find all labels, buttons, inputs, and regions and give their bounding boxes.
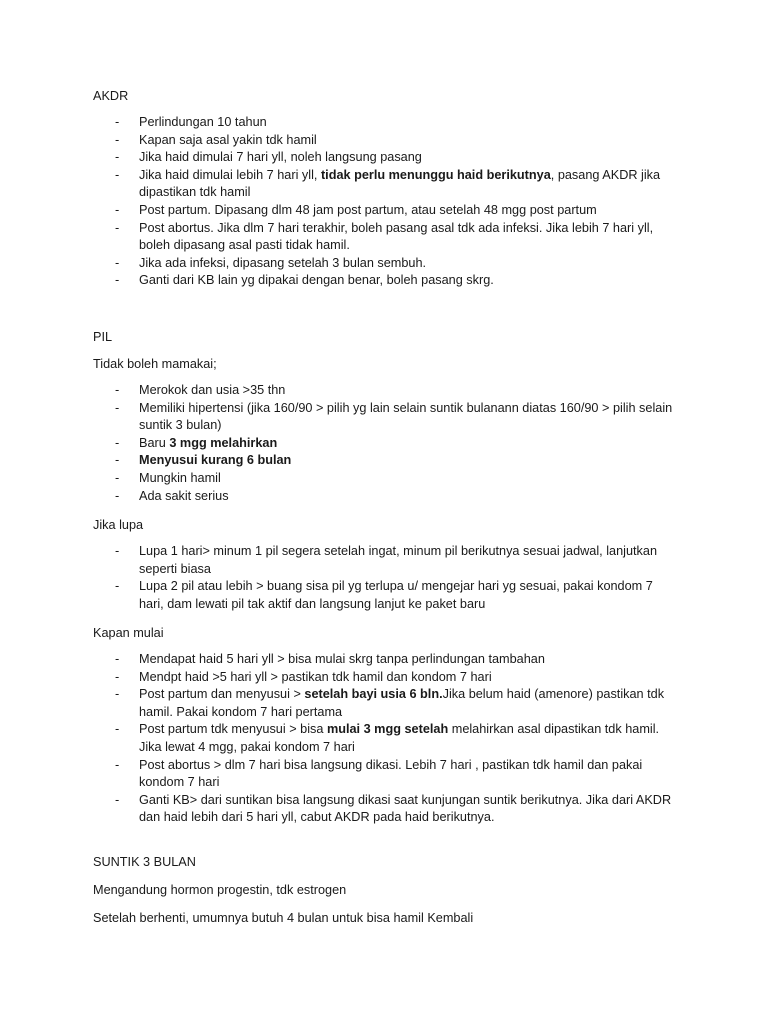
list-item-text: [139, 452, 693, 470]
bullet-dash: -: [115, 757, 120, 772]
list-item: [93, 543, 693, 578]
text-segment: Post partum tdk menyusui > bisa: [139, 722, 327, 737]
text-segment: Baru: [139, 435, 170, 450]
text-segment: Kapan saja asal yakin tdk hamil: [139, 132, 317, 147]
text-segment: Mungkin hamil: [139, 471, 221, 485]
list-item-text: [139, 132, 693, 150]
list-item: [93, 202, 693, 220]
list-item: [93, 757, 693, 792]
list-item-text: [139, 470, 693, 488]
bullet-dash: -: [115, 400, 120, 415]
pil-tidak-boleh-label: Tidak boleh mamakai;: [93, 357, 217, 371]
text-segment: Ada sakit serius: [139, 488, 229, 503]
list-item-text: [139, 488, 693, 506]
list-item: [93, 255, 693, 273]
text-segment: Lupa 2 pil atau lebih > buang sisa pil yg terlupa u/ mengejar hari yg sesuai, pakai kondom 7 hari, dam lewati pil tak aktif dan langsung lanjut ke paket baru: [139, 579, 653, 611]
akdr-heading: AKDR: [93, 89, 129, 103]
bold-text: setelah bayi usia 6 bln.: [304, 687, 443, 702]
list-item: [93, 114, 693, 132]
list-item: [93, 382, 693, 400]
text-segment: Jika ada infeksi, dipasang setelah 3 bulan sembuh.: [139, 255, 427, 270]
list-item-text: [139, 202, 693, 220]
pil-jika-lupa-label: Jika lupa: [93, 518, 144, 532]
list-item-text: [139, 686, 674, 721]
list-item-text: [139, 255, 693, 273]
bold-text: tidak perlu menunggu haid berikutnya: [320, 167, 551, 182]
list-item-text: [139, 651, 693, 669]
bullet-dash: -: [115, 669, 120, 684]
bullet-dash: -: [115, 132, 120, 147]
suntik-line-2: Setelah berhenti, umumnya butuh 4 bulan untuk bisa hamil Kembali: [93, 911, 474, 925]
bullet-dash: -: [115, 722, 120, 737]
bullet-dash: -: [115, 435, 120, 450]
bold-text: Menyusui kurang 6 bulan: [139, 453, 292, 468]
list-item-text: [139, 721, 674, 756]
list-item-text: [139, 669, 693, 687]
text-segment: Lupa 1 hari> minum 1 pil segera setelah ingat, minum pil berikutnya sesuai jadwal, lanjutkan seperti biasa: [139, 544, 658, 576]
text-segment: Memiliki hipertensi (jika 160/90 > pilih yg lain selain suntik bulanann diatas 160/90 > pilih selain suntik 3 bulan): [139, 400, 673, 433]
list-item-text: [139, 792, 674, 827]
bullet-dash: -: [115, 150, 120, 165]
bullet-dash: -: [115, 220, 120, 235]
list-item-text: [139, 543, 674, 578]
text-segment: Ganti dari KB lain yg dipakai dengan benar, boleh pasang skrg.: [139, 273, 494, 288]
text-segment: melahirkan asal dipastikan tdk hamil. Jika lewat 4 mgg, pakai kondom 7 hari: [139, 722, 660, 754]
list-item: [93, 167, 693, 202]
list-item-text: [139, 167, 674, 202]
list-item-text: [139, 114, 693, 132]
list-item-text: [139, 272, 693, 290]
text-segment: Post partum dan menyusui >: [139, 687, 305, 702]
text-segment: Perlindungan 10 tahun: [139, 115, 267, 129]
text-segment: Jika haid dimulai 7 hari yll, noleh langsung pasang: [139, 150, 422, 165]
list-item: [93, 470, 693, 488]
suntik-line-1: Mengandung hormon progestin, tdk estrogen: [93, 883, 347, 897]
list-item-text: [139, 400, 674, 435]
bullet-dash: -: [115, 383, 120, 397]
list-item: [93, 488, 693, 506]
list-item: [93, 435, 693, 453]
text-segment: Post abortus > dlm 7 hari bisa langsung dikasi. Lebih 7 hari , pastikan tdk hamil dan pakai kondom 7 hari: [139, 757, 643, 790]
list-item-text: [139, 757, 674, 792]
text-segment: Mendpt haid >5 hari yll > pastikan tdk hamil dan kondom 7 hari: [139, 669, 492, 684]
list-item: [93, 721, 693, 756]
text-segment: Merokok dan usia >35 thn: [139, 383, 286, 397]
bullet-dash: -: [115, 471, 120, 485]
text-segment: Jika haid dimulai lebih 7 hari yll,: [139, 167, 321, 182]
list-item: [93, 792, 693, 827]
text-segment: , pasang AKDR jika dipastikan tdk hamil: [139, 167, 661, 200]
text-segment: Mendapat haid 5 hari yll > bisa mulai skrg tanpa perlindungan tambahan: [139, 652, 545, 666]
list-item: [93, 686, 693, 721]
bullet-dash: -: [115, 273, 120, 288]
bullet-dash: -: [115, 544, 120, 558]
list-item-text: [139, 220, 674, 255]
list-item-text: [139, 382, 693, 400]
bullet-dash: -: [115, 255, 120, 270]
bullet-dash: -: [115, 687, 120, 702]
bullet-dash: -: [115, 488, 120, 503]
list-item: [93, 400, 693, 435]
list-item: [93, 132, 693, 150]
list-item-text: [139, 435, 693, 453]
list-item: [93, 578, 693, 613]
bold-text: 3 mgg melahirkan: [169, 435, 278, 450]
list-item: [93, 272, 693, 290]
text-segment: Ganti KB> dari suntikan bisa langsung dikasi saat kunjungan suntik berikutnya. Jika dari AKDR dan haid lebih dari 5 hari yll, cabut AKDR pada haid berikutnya.: [139, 792, 672, 825]
list-item: [93, 651, 693, 669]
list-item: [93, 149, 693, 167]
pil-heading: PIL: [93, 330, 113, 344]
pil-kapan-mulai-label: Kapan mulai: [93, 626, 164, 640]
list-item: [93, 452, 693, 470]
bullet-dash: -: [115, 792, 120, 807]
bullet-dash: -: [115, 203, 120, 217]
list-item-text: [139, 149, 693, 167]
bullet-dash: -: [115, 167, 120, 182]
list-item-text: [139, 578, 674, 613]
list-item: [93, 669, 693, 687]
bullet-dash: -: [115, 579, 120, 594]
suntik-heading: SUNTIK 3 BULAN: [93, 855, 196, 869]
text-segment: Post partum. Dipasang dlm 48 jam post partum, atau setelah 48 mgg post partum: [139, 203, 597, 217]
text-segment: Jika belum haid (amenore) pastikan tdk hamil. Pakai kondom 7 hari pertama: [139, 687, 665, 719]
bullet-dash: -: [115, 652, 120, 666]
bullet-dash: -: [115, 115, 120, 129]
list-item: [93, 220, 693, 255]
bullet-dash: -: [115, 453, 120, 468]
bold-text: mulai 3 mgg setelah: [326, 722, 449, 737]
text-segment: Post abortus. Jika dlm 7 hari terakhir, boleh pasang asal tdk ada infeksi. Jika lebih 7 hari yll, boleh dipasang asal pasti tidak hamil.: [139, 220, 654, 253]
